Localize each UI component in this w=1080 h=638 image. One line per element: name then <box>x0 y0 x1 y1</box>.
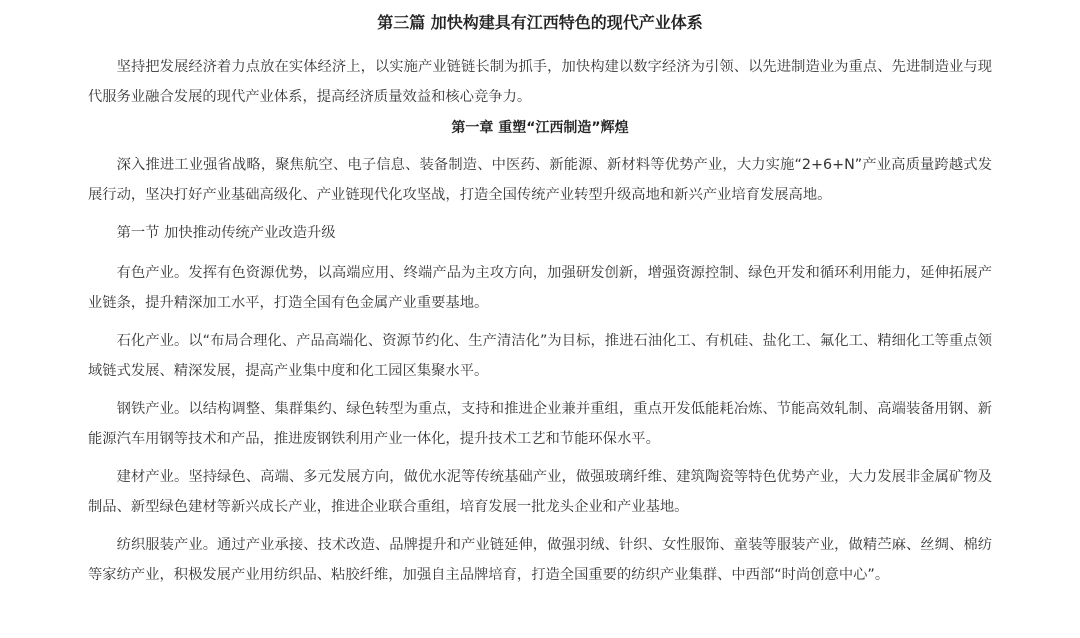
paragraph-textile-apparel-industry: 纺织服装产业。通过产业承接、技术改造、品牌提升和产业链延伸，做强羽绒、针织、女性服饰、童装等服装产业，做精苎麻、丝绸、棉纺等家纺产业，积极发展产业用纺织品、粘胶纤维，加强自主品牌培育，打造全国重要的纺织产业集群、中西部“时尚创意中心”。 <box>88 537 992 583</box>
paragraph-building-materials-industry: 建材产业。坚持绿色、高端、多元发展方向，做优水泥等传统基础产业，做强玻璃纤维、建筑陶瓷等特色优势产业，大力发展非金属矿物及制品、新型绿色建材等新兴成长产业，推进企业联合重组，培育发展一批龙头企业和产业基地。 <box>88 469 992 515</box>
part-title: 第三篇 加快构建具有江西特色的现代产业体系 <box>377 13 703 32</box>
paragraph-steel-industry: 钢铁产业。以结构调整、集群集约、绿色转型为重点，支持和推进企业兼并重组，重点开发低能耗冶炼、节能高效轧制、高端装备用钢、新能源汽车用钢等技术和产品，推进废钢铁利用产业一体化，提升技术工艺和节能环保水平。 <box>88 401 992 447</box>
chapter-title: 第一章 重塑“江西制造”辉煌 <box>451 120 629 136</box>
paragraph-petrochemical-industry: 石化产业。以“布局合理化、产品高端化、资源节约化、生产清洁化”为目标，推进石油化工、有机硅、盐化工、氟化工、精细化工等重点领域链式发展、精深发展，提高产业集中度和化工园区集聚水平。 <box>88 333 992 379</box>
section-title: 第一节 加快推动传统产业改造升级 <box>116 225 336 241</box>
paragraph-nonferrous-industry: 有色产业。发挥有色资源优势，以高端应用、终端产品为主攻方向，加强研发创新，增强资源控制、绿色开发和循环利用能力，延伸拓展产业链条，提升精深加工水平，打造全国有色金属产业重要基地。 <box>88 265 992 311</box>
part-intro-paragraph: 坚持把发展经济着力点放在实体经济上，以实施产业链链长制为抓手，加快构建以数字经济为引领、以先进制造业为重点、先进制造业与现代服务业融合发展的现代产业体系，提高经济质量效益和核心竞争力。 <box>88 59 992 105</box>
chapter-intro-paragraph: 深入推进工业强省战略，聚焦航空、电子信息、装备制造、中医药、新能源、新材料等优势产业，大力实施“2+6+N”产业高质量跨越式发展行动，坚决打好产业基础高级化、产业链现代化攻坚战，打造全国传统产业转型升级高地和新兴产业培育发展高地。 <box>88 157 992 203</box>
